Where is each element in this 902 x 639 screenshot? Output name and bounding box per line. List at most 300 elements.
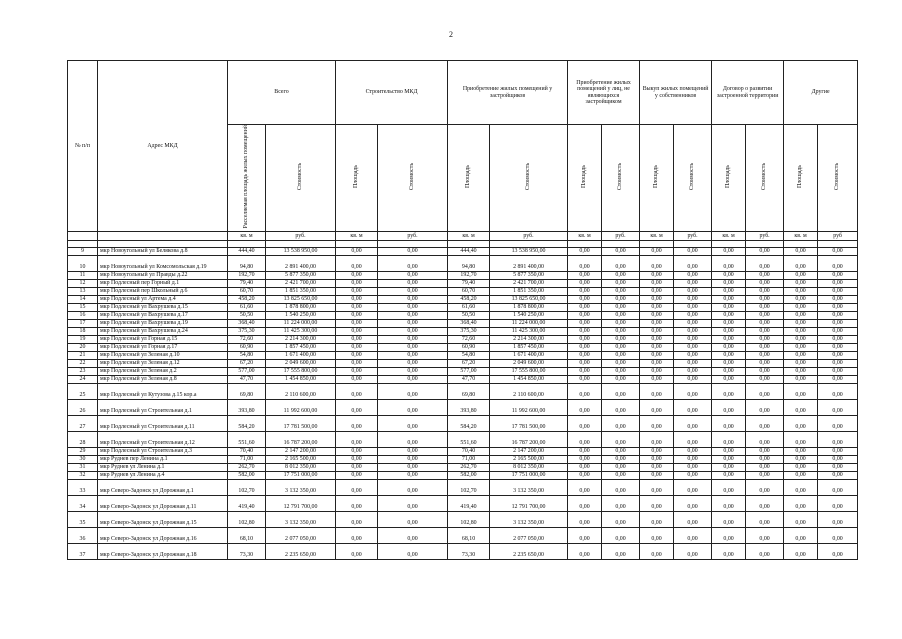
construction-cost: 0,00 [378,295,448,303]
agreement-cost: 0,00 [746,295,784,303]
table-row [68,431,858,447]
total-area: 368,40 [228,319,266,327]
subheader-area: Площадь [712,125,746,232]
construction-cost: 0,00 [378,471,448,479]
total-cost: 11 992 600,00 [266,399,336,415]
total-cost: 5 877 350,00 [266,271,336,279]
total-area: 73,30 [228,543,266,559]
construction-area: 0,00 [336,359,378,367]
buyout-area: 0,00 [640,287,674,295]
agreement-cost: 0,00 [746,471,784,479]
row-number: 22 [68,359,98,367]
construction-area: 0,00 [336,303,378,311]
other-area: 0,00 [784,279,818,287]
agreement-area: 0,00 [712,527,746,543]
total-cost: 1 540 250,00 [266,311,336,319]
purchase-nondev-cost: 0,00 [602,255,640,271]
purchase-nondev-area: 0,00 [568,295,602,303]
purchase-nondev-cost: 0,00 [602,295,640,303]
buyout-cost: 0,00 [674,319,712,327]
purchase-dev-area: 262,70 [448,463,490,471]
purchase-dev-cost: 2 049 600,00 [490,359,568,367]
other-cost: 0,00 [818,335,858,343]
agreement-cost: 0,00 [746,511,784,527]
agreement-area: 0,00 [712,295,746,303]
purchase-nondev-cost: 0,00 [602,383,640,399]
purchase-dev-area: 73,30 [448,543,490,559]
construction-cost: 0,00 [378,495,448,511]
header-buyout-owners: Выкуп жилых помещений у собственников [640,61,712,125]
other-area: 0,00 [784,375,818,383]
buyout-area: 0,00 [640,495,674,511]
purchase-nondev-cost: 0,00 [602,431,640,447]
resettlement-table [67,60,858,560]
buyout-area: 0,00 [640,295,674,303]
buyout-cost: 0,00 [674,327,712,335]
agreement-area: 0,00 [712,463,746,471]
row-number: 13 [68,287,98,295]
agreement-cost: 0,00 [746,271,784,279]
buyout-cost: 0,00 [674,247,712,255]
purchase-nondev-area: 0,00 [568,431,602,447]
other-cost: 0,00 [818,543,858,559]
purchase-nondev-area: 0,00 [568,255,602,271]
agreement-cost: 0,00 [746,327,784,335]
row-number: 30 [68,455,98,463]
agreement-cost: 0,00 [746,415,784,431]
purchase-nondev-area: 0,00 [568,399,602,415]
purchase-nondev-cost: 0,00 [602,447,640,455]
purchase-dev-area: 61,60 [448,303,490,311]
construction-area: 0,00 [336,271,378,279]
other-area: 0,00 [784,255,818,271]
agreement-cost: 0,00 [746,279,784,287]
total-area: 419,40 [228,495,266,511]
row-number: 34 [68,495,98,511]
subheader-cost: Стоимость [602,125,640,232]
agreement-area: 0,00 [712,455,746,463]
total-area: 192,70 [228,271,266,279]
purchase-dev-area: 79,40 [448,279,490,287]
table-row [68,327,858,335]
agreement-area: 0,00 [712,415,746,431]
construction-cost: 0,00 [378,303,448,311]
spacer-row [68,240,858,247]
construction-area: 0,00 [336,415,378,431]
agreement-cost: 0,00 [746,431,784,447]
agreement-area: 0,00 [712,351,746,359]
table-row [68,375,858,383]
other-area: 0,00 [784,359,818,367]
row-address: мкр Новоугольный ул Правды д.22 [98,271,228,279]
other-area: 0,00 [784,463,818,471]
row-address: мкр Северо-Задонск ул Дорожная д.1 [98,479,228,495]
buyout-area: 0,00 [640,303,674,311]
agreement-cost: 0,00 [746,303,784,311]
header-num: № п/п [68,61,98,232]
row-number: 26 [68,399,98,415]
total-cost: 11 224 000,00 [266,319,336,327]
construction-cost: 0,00 [378,431,448,447]
buyout-cost: 0,00 [674,447,712,455]
purchase-dev-cost: 17 781 500,00 [490,415,568,431]
purchase-dev-cost: 17 555 800,00 [490,367,568,375]
other-cost: 0,00 [818,351,858,359]
purchase-dev-cost: 8 012 350,00 [490,463,568,471]
row-address: мкр Новоугольный ул Белякова д.8 [98,247,228,255]
construction-area: 0,00 [336,367,378,375]
construction-area: 0,00 [336,351,378,359]
agreement-cost: 0,00 [746,311,784,319]
agreement-area: 0,00 [712,495,746,511]
purchase-dev-area: 60,70 [448,287,490,295]
purchase-nondev-area: 0,00 [568,247,602,255]
other-cost: 0,00 [818,287,858,295]
row-number: 18 [68,327,98,335]
buyout-cost: 0,00 [674,543,712,559]
table-row [68,367,858,375]
units-row: кв. м руб. кв. м руб. кв. м руб. кв. м руб. кв. м руб. кв. м руб. кв. м руб [68,231,858,240]
purchase-nondev-area: 0,00 [568,455,602,463]
agreement-area: 0,00 [712,343,746,351]
other-area: 0,00 [784,527,818,543]
row-address: мкр Подлесный ул Артема д.4 [98,295,228,303]
buyout-cost: 0,00 [674,455,712,463]
purchase-dev-cost: 11 992 600,00 [490,399,568,415]
buyout-cost: 0,00 [674,343,712,351]
agreement-area: 0,00 [712,279,746,287]
purchase-dev-cost: 1 454 850,00 [490,375,568,383]
buyout-area: 0,00 [640,455,674,463]
agreement-area: 0,00 [712,511,746,527]
row-number: 19 [68,335,98,343]
other-area: 0,00 [784,303,818,311]
total-cost: 2 421 700,00 [266,279,336,287]
agreement-area: 0,00 [712,311,746,319]
purchase-nondev-cost: 0,00 [602,543,640,559]
row-address: мкр Северо-Задонск ул Дорожная д.16 [98,527,228,543]
buyout-area: 0,00 [640,511,674,527]
row-number: 29 [68,447,98,455]
total-area: 71,00 [228,455,266,463]
buyout-area: 0,00 [640,383,674,399]
purchase-nondev-area: 0,00 [568,351,602,359]
other-cost: 0,00 [818,255,858,271]
purchase-dev-cost: 1 851 350,00 [490,287,568,295]
purchase-dev-cost: 5 877 350,00 [490,271,568,279]
purchase-nondev-cost: 0,00 [602,303,640,311]
row-number: 20 [68,343,98,351]
other-cost: 0,00 [818,455,858,463]
construction-cost: 0,00 [378,367,448,375]
purchase-dev-area: 577,00 [448,367,490,375]
construction-cost: 0,00 [378,399,448,415]
total-area: 94,80 [228,255,266,271]
purchase-dev-area: 68,10 [448,527,490,543]
agreement-area: 0,00 [712,431,746,447]
construction-cost: 0,00 [378,543,448,559]
row-number: 10 [68,255,98,271]
agreement-area: 0,00 [712,319,746,327]
total-cost: 11 425 300,00 [266,327,336,335]
purchase-nondev-area: 0,00 [568,447,602,455]
purchase-dev-cost: 2 110 600,00 [490,383,568,399]
purchase-nondev-area: 0,00 [568,303,602,311]
purchase-nondev-area: 0,00 [568,343,602,351]
total-cost: 1 851 350,00 [266,287,336,295]
purchase-dev-area: 72,60 [448,335,490,343]
subheader-cost: Стоимость [490,125,568,232]
header-construction: Строительство МКД [336,61,448,125]
purchase-nondev-cost: 0,00 [602,455,640,463]
buyout-area: 0,00 [640,327,674,335]
total-cost: 13 825 650,00 [266,295,336,303]
purchase-nondev-area: 0,00 [568,335,602,343]
row-number: 12 [68,279,98,287]
construction-cost: 0,00 [378,255,448,271]
purchase-nondev-cost: 0,00 [602,343,640,351]
purchase-nondev-cost: 0,00 [602,471,640,479]
table-row [68,399,858,415]
construction-area: 0,00 [336,343,378,351]
row-address: мкр Подлесный ул Зеленая д.8 [98,375,228,383]
purchase-nondev-cost: 0,00 [602,359,640,367]
purchase-nondev-cost: 0,00 [602,327,640,335]
buyout-cost: 0,00 [674,335,712,343]
purchase-nondev-cost: 0,00 [602,271,640,279]
purchase-nondev-cost: 0,00 [602,463,640,471]
row-address: мкр Подлесный ул Вахрушева д.17 [98,311,228,319]
agreement-area: 0,00 [712,447,746,455]
purchase-nondev-area: 0,00 [568,311,602,319]
row-number: 16 [68,311,98,319]
buyout-area: 0,00 [640,319,674,327]
total-area: 61,60 [228,303,266,311]
construction-area: 0,00 [336,319,378,327]
construction-area: 0,00 [336,471,378,479]
purchase-nondev-cost: 0,00 [602,527,640,543]
row-number: 32 [68,471,98,479]
agreement-area: 0,00 [712,375,746,383]
other-cost: 0,00 [818,447,858,455]
header-purchase-non-developers: Приобретение жилых помещений у лиц, не являющихся застройщиком [568,61,640,125]
purchase-dev-cost: 2 214 300,00 [490,335,568,343]
construction-area: 0,00 [336,327,378,335]
buyout-area: 0,00 [640,271,674,279]
construction-cost: 0,00 [378,279,448,287]
row-address: мкр Подлесный ул Зеленая д.2 [98,367,228,375]
table-row [68,287,858,295]
purchase-nondev-cost: 0,00 [602,335,640,343]
header-total: Всего [228,61,336,125]
buyout-area: 0,00 [640,527,674,543]
construction-cost: 0,00 [378,375,448,383]
construction-cost: 0,00 [378,463,448,471]
purchase-nondev-cost: 0,00 [602,311,640,319]
purchase-nondev-area: 0,00 [568,415,602,431]
other-cost: 0,00 [818,319,858,327]
purchase-nondev-area: 0,00 [568,543,602,559]
purchase-nondev-area: 0,00 [568,271,602,279]
subheader-cost: Стоимость [674,125,712,232]
other-area: 0,00 [784,343,818,351]
construction-area: 0,00 [336,279,378,287]
other-area: 0,00 [784,311,818,319]
total-cost: 8 012 350,00 [266,463,336,471]
total-cost: 2 077 050,00 [266,527,336,543]
purchase-nondev-cost: 0,00 [602,375,640,383]
purchase-dev-cost: 2 147 200,00 [490,447,568,455]
total-cost: 1 878 800,00 [266,303,336,311]
purchase-dev-area: 393,80 [448,399,490,415]
other-cost: 0,00 [818,511,858,527]
row-address: мкр Подлесный ул Строительная д.11 [98,415,228,431]
agreement-cost: 0,00 [746,367,784,375]
agreement-cost: 0,00 [746,255,784,271]
other-area: 0,00 [784,247,818,255]
purchase-dev-cost: 2 891 400,00 [490,255,568,271]
purchase-dev-area: 368,40 [448,319,490,327]
construction-area: 0,00 [336,335,378,343]
purchase-nondev-area: 0,00 [568,479,602,495]
construction-cost: 0,00 [378,319,448,327]
construction-area: 0,00 [336,287,378,295]
table-row [68,247,858,255]
agreement-cost: 0,00 [746,455,784,463]
buyout-cost: 0,00 [674,271,712,279]
purchase-nondev-area: 0,00 [568,383,602,399]
purchase-nondev-cost: 0,00 [602,511,640,527]
construction-cost: 0,00 [378,359,448,367]
purchase-nondev-area: 0,00 [568,375,602,383]
purchase-nondev-area: 0,00 [568,319,602,327]
total-area: 50,50 [228,311,266,319]
purchase-dev-cost: 11 224 000,00 [490,319,568,327]
purchase-nondev-area: 0,00 [568,495,602,511]
construction-area: 0,00 [336,431,378,447]
row-address: мкр Северо-Задонск ул Дорожная д.11 [98,495,228,511]
construction-cost: 0,00 [378,415,448,431]
row-number: 35 [68,511,98,527]
buyout-cost: 0,00 [674,311,712,319]
table-row [68,319,858,327]
purchase-dev-cost: 1 857 450,00 [490,343,568,351]
row-number: 15 [68,303,98,311]
buyout-cost: 0,00 [674,359,712,367]
page-number: 2 [449,30,453,39]
other-cost: 0,00 [818,247,858,255]
row-number: 9 [68,247,98,255]
other-cost: 0,00 [818,367,858,375]
construction-area: 0,00 [336,399,378,415]
construction-area: 0,00 [336,447,378,455]
purchase-dev-area: 102,80 [448,511,490,527]
row-number: 23 [68,367,98,375]
buyout-cost: 0,00 [674,399,712,415]
purchase-dev-cost: 3 132 350,00 [490,479,568,495]
purchase-dev-cost: 13 825 650,00 [490,295,568,303]
header-address: Адрес МКД [98,61,228,232]
row-address: мкр Подлесный ул Горная д.17 [98,343,228,351]
row-address: мкр Подлесный ул Вахрушева д.15 [98,303,228,311]
agreement-cost: 0,00 [746,479,784,495]
other-cost: 0,00 [818,359,858,367]
construction-cost: 0,00 [378,271,448,279]
row-number: 24 [68,375,98,383]
buyout-cost: 0,00 [674,367,712,375]
row-number: 33 [68,479,98,495]
header-development-agreement: Договор о развитии застроенной территории [712,61,784,125]
purchase-nondev-area: 0,00 [568,367,602,375]
table-row [68,359,858,367]
purchase-dev-area: 192,70 [448,271,490,279]
row-address: мкр Северо-Задонск ул Дорожная д.18 [98,543,228,559]
total-area: 72,60 [228,335,266,343]
purchase-nondev-cost: 0,00 [602,479,640,495]
agreement-cost: 0,00 [746,351,784,359]
agreement-cost: 0,00 [746,543,784,559]
agreement-area: 0,00 [712,543,746,559]
other-area: 0,00 [784,287,818,295]
construction-area: 0,00 [336,495,378,511]
buyout-cost: 0,00 [674,287,712,295]
construction-cost: 0,00 [378,343,448,351]
table-row [68,471,858,479]
total-cost: 1 671 400,00 [266,351,336,359]
subheader-area: Площадь [336,125,378,232]
other-area: 0,00 [784,319,818,327]
row-address: мкр Подлесный ул Строительная д.12 [98,431,228,447]
total-cost: 3 132 350,00 [266,479,336,495]
agreement-cost: 0,00 [746,399,784,415]
subheader-cost: Стоимость [818,125,858,232]
total-area: 551,60 [228,431,266,447]
total-area: 582,00 [228,471,266,479]
purchase-dev-area: 444,40 [448,247,490,255]
construction-cost: 0,00 [378,479,448,495]
agreement-cost: 0,00 [746,335,784,343]
total-area: 60,90 [228,343,266,351]
construction-cost: 0,00 [378,247,448,255]
purchase-nondev-area: 0,00 [568,279,602,287]
subheader-cost: Стоимость [746,125,784,232]
other-area: 0,00 [784,415,818,431]
row-address: мкр Подлесный пер Горный д.1 [98,279,228,287]
purchase-dev-area: 375,30 [448,327,490,335]
table-row [68,295,858,303]
construction-cost: 0,00 [378,447,448,455]
agreement-cost: 0,00 [746,319,784,327]
buyout-area: 0,00 [640,399,674,415]
row-address: мкр Северо-Задонск ул Дорожная д.15 [98,511,228,527]
agreement-cost: 0,00 [746,463,784,471]
row-address: мкр Подлесный ул Вахрушева д.24 [98,327,228,335]
table-row [68,383,858,399]
purchase-nondev-cost: 0,00 [602,319,640,327]
purchase-dev-area: 551,60 [448,431,490,447]
construction-area: 0,00 [336,511,378,527]
row-address: мкр Подлесный ул Вахрушева д.19 [98,319,228,327]
other-area: 0,00 [784,335,818,343]
purchase-dev-cost: 12 791 700,00 [490,495,568,511]
construction-cost: 0,00 [378,351,448,359]
row-number: 21 [68,351,98,359]
row-number: 17 [68,319,98,327]
other-area: 0,00 [784,351,818,359]
purchase-dev-area: 102,70 [448,479,490,495]
buyout-area: 0,00 [640,431,674,447]
construction-area: 0,00 [336,247,378,255]
